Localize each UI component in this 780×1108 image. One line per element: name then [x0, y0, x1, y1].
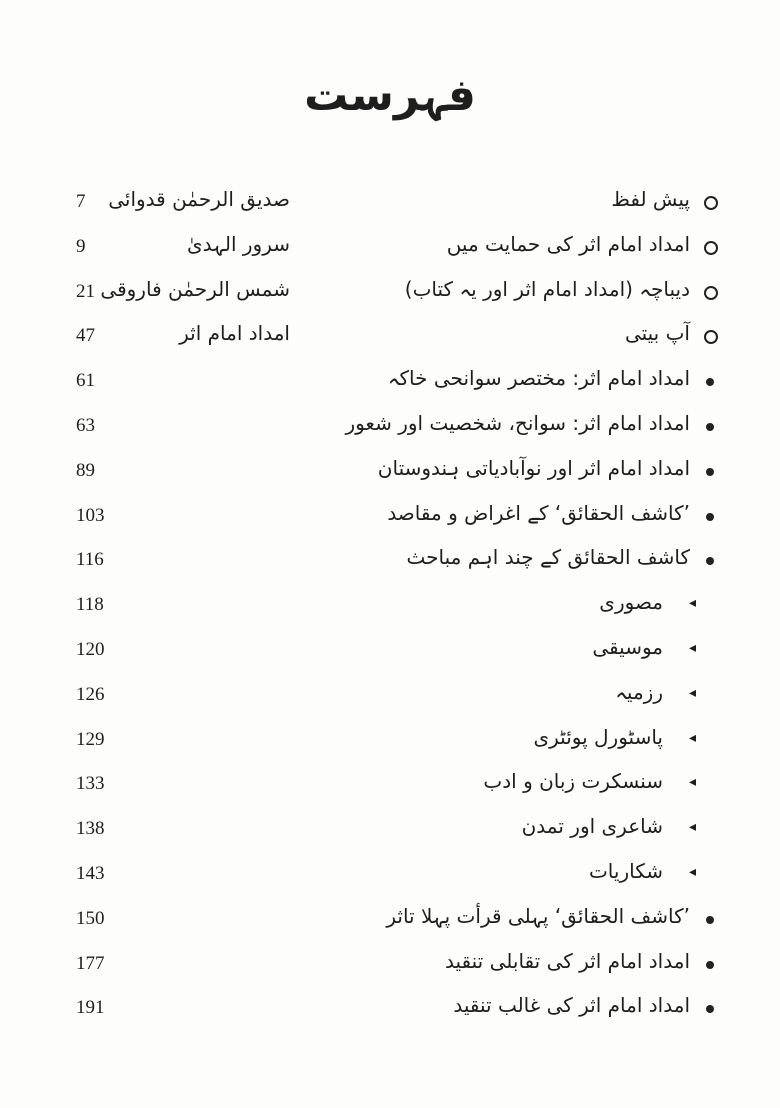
dot-bullet-icon — [706, 423, 714, 431]
page-number: 103 — [76, 504, 105, 526]
entry-title: ’کاشف الحقائق‘ کے اغراض و مقاصد — [387, 500, 690, 525]
toc-entry — [0, 584, 780, 629]
page-number: 63 — [76, 414, 95, 436]
toc-entry — [0, 226, 780, 271]
arrow-bullet-icon: ◂ — [688, 819, 696, 836]
arrow-bullet-icon: ◂ — [688, 684, 696, 701]
page-number: 120 — [76, 638, 105, 660]
toc-entry — [0, 271, 780, 316]
page-number: 129 — [76, 728, 105, 750]
page-number: 21 — [76, 280, 95, 302]
entry-title: امداد امام اثر اور نوآبادیاتی ہندوستان — [377, 455, 690, 480]
page-number: 191 — [76, 997, 105, 1019]
circle-bullet-icon — [704, 196, 718, 210]
entry-title: شاعری اور تمدن — [521, 814, 663, 839]
page-number: 9 — [76, 235, 86, 257]
entry-title: امداد امام اثر: سوانح، شخصیت اور شعور — [345, 410, 690, 435]
page-number: 7 — [76, 191, 86, 212]
page-number: 61 — [76, 370, 95, 392]
entry-title: سنسکرت زبان و ادب — [483, 769, 663, 794]
toc-entry — [0, 719, 780, 764]
toc-entry — [0, 943, 780, 988]
entry-author: شمس الرحمٰن فاروقی — [100, 276, 290, 301]
entry-title: پاسٹورل پوئٹری — [533, 724, 663, 749]
page-number: 177 — [76, 952, 105, 974]
dot-bullet-icon — [706, 468, 714, 476]
entry-title: کاشف الحقائق کے چند اہم مباحث — [406, 545, 690, 570]
page-number: 150 — [76, 907, 105, 929]
toc-entry — [0, 181, 780, 226]
arrow-bullet-icon: ◂ — [688, 595, 696, 612]
dot-bullet-icon — [706, 513, 714, 521]
toc-entry — [0, 495, 780, 540]
entry-author: سرور الہدیٰ — [187, 231, 290, 256]
toc-entry — [0, 674, 780, 719]
dot-bullet-icon — [706, 378, 714, 386]
toc-entry — [0, 315, 780, 360]
entry-title: امداد امام اثر کی حمایت میں — [446, 231, 690, 256]
page-number: 133 — [76, 773, 105, 795]
dot-bullet-icon — [706, 557, 714, 565]
dot-bullet-icon — [706, 1005, 714, 1013]
page-number: 126 — [76, 683, 105, 705]
toc-entry — [0, 629, 780, 674]
page-number: 89 — [76, 459, 95, 481]
toc-entry — [0, 539, 780, 584]
circle-bullet-icon — [704, 241, 718, 255]
toc-entry — [0, 898, 780, 943]
arrow-bullet-icon: ◂ — [688, 774, 696, 791]
circle-bullet-icon — [704, 330, 718, 344]
page-title: فہرست — [304, 70, 476, 121]
entry-title: امداد امام اثر: مختصر سوانحی خاکہ — [387, 366, 690, 391]
toc-entry — [0, 853, 780, 898]
dot-bullet-icon — [706, 961, 714, 969]
toc-entry — [0, 808, 780, 853]
entry-title: موسیقی — [592, 634, 663, 659]
page-number: 116 — [76, 549, 104, 571]
entry-title: دیباچہ (امداد امام اثر اور یہ کتاب) — [404, 276, 690, 301]
toc-entry — [0, 405, 780, 450]
arrow-bullet-icon: ◂ — [688, 729, 696, 746]
page-number: 118 — [76, 594, 104, 616]
entry-title: رزمیہ — [615, 679, 663, 704]
entry-title: مصوری — [599, 590, 663, 615]
entry-title: آپ بیتی — [624, 321, 690, 346]
dot-bullet-icon — [706, 916, 714, 924]
entry-title: پیش لفظ — [611, 187, 690, 211]
entry-title: شکاریات — [588, 858, 663, 883]
entry-title: امداد امام اثر کی تقابلی تنقید — [445, 948, 690, 973]
toc-entry — [0, 763, 780, 808]
toc-entry — [0, 360, 780, 405]
entry-author: صدیق الرحمٰن قدوائی — [108, 187, 290, 211]
table-of-contents — [0, 181, 780, 1032]
entry-title: ’کاشف الحقائق‘ پہلی قرأت پہلا تاثر — [386, 903, 690, 928]
entry-title: امداد امام اثر کی غالب تنقید — [453, 993, 690, 1018]
page-number: 143 — [76, 862, 105, 884]
entry-author: امداد امام اثر — [179, 321, 290, 346]
circle-bullet-icon — [704, 286, 718, 300]
toc-entry — [0, 450, 780, 495]
page-number: 47 — [76, 325, 95, 347]
toc-entry — [0, 987, 780, 1032]
arrow-bullet-icon: ◂ — [688, 863, 696, 880]
page-number: 138 — [76, 818, 105, 840]
arrow-bullet-icon: ◂ — [688, 639, 696, 656]
